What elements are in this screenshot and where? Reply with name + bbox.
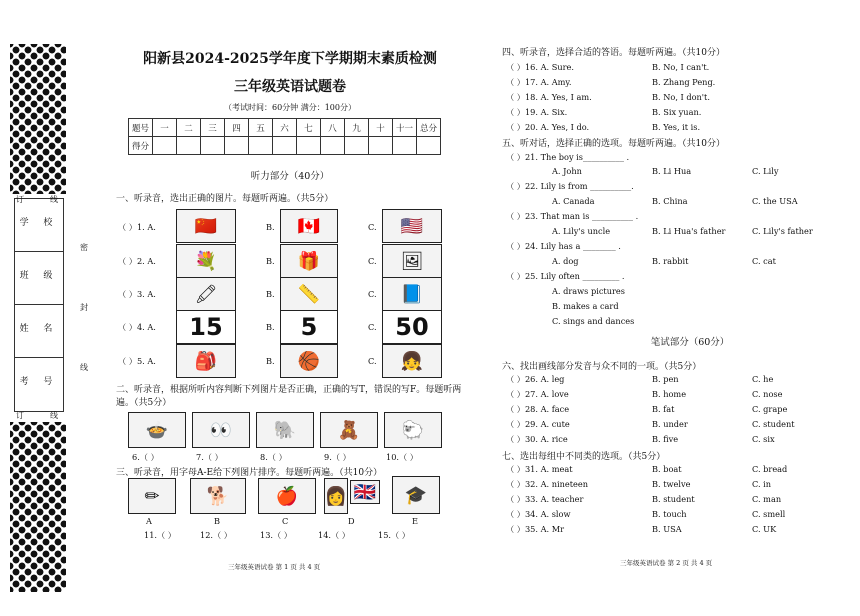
q7-option-c: C. smell [752, 509, 786, 519]
eyes-picture[interactable]: 👀 [192, 412, 250, 448]
binding-mark: 订 [16, 411, 24, 420]
q6-item: （ ）29. A. cute [506, 419, 570, 429]
letter-e: E [412, 516, 418, 526]
q4-option-b: B. Yes, it is. [652, 122, 701, 132]
q6-option-c: C. nose [752, 389, 783, 399]
uk-flag-picture[interactable]: 🇬🇧 [350, 480, 380, 504]
bowl-picture[interactable]: 🍲 [128, 412, 186, 448]
q5-stem: （ ）22. Lily is from __________. [506, 181, 634, 191]
q5-option-b: B. makes a card [552, 301, 619, 311]
sheep-picture[interactable]: 🐑 [384, 412, 442, 448]
q7-option-b: B. boat [652, 464, 682, 474]
binding-mark: 封 [80, 303, 88, 312]
q6-item: （ ）28. A. face [506, 404, 570, 414]
picture-frame-icon[interactable]: 🖼 [382, 244, 442, 278]
q7-option-c: C. bread [752, 464, 788, 474]
q5-stem: （ ）23. That man is __________ . [506, 211, 639, 221]
q4-item: （ ）16. A. Sure. [506, 62, 574, 72]
option-c-label: C. [368, 256, 377, 266]
binding-field: 学 校 [15, 199, 63, 252]
q6-item: （ ）30. A. rice [506, 434, 568, 444]
option-c-label: C. [368, 356, 377, 366]
graduation-cap-picture[interactable]: 🎓 [392, 476, 440, 514]
basketball-icon[interactable]: 🏀 [280, 344, 338, 378]
q4-option-b: B. No, I don't. [652, 92, 710, 102]
q1-item-2: （ ）2. A. [118, 256, 156, 266]
exam-title: 阳新县2024-2025学年度下学期期末素质检测 [143, 51, 437, 67]
q2-blank[interactable]: 7.（ ） [196, 452, 223, 462]
q6-instruction: 六、找出画线部分发音与众不同的一项。（共5分） [502, 362, 702, 372]
q5-option-b: B. rabbit [652, 256, 689, 266]
q4-instruction: 四、听录音，选择合适的答语。每题听两遍。（共10分） [502, 48, 725, 58]
q2-instruction: 二、听录音，根据所听内容判断下列图片是否正确，正确的写T，错误的写F。每题听两遍。（共5分） [116, 385, 462, 408]
letter-d: D [348, 516, 355, 526]
q6-option-b: B. pen [652, 374, 679, 384]
toys-picture[interactable]: 🧸 [320, 412, 378, 448]
q5-option-a: A. Canada [552, 196, 595, 206]
q5-option-c: C. Lily [752, 166, 779, 176]
q5-option-b: B. Li Hua's father [652, 226, 726, 236]
book-icon[interactable]: 📘 [382, 277, 442, 311]
binding-field: 姓 名 [15, 305, 63, 358]
q5-option-a: A. draws pictures [552, 286, 625, 296]
binding-mark: 线 [50, 195, 58, 204]
canada-flag-icon[interactable]: 🇨🇦 [280, 209, 338, 243]
q5-stem: （ ）25. Lily often _________ . [506, 271, 625, 281]
number-fifteen-picture[interactable]: 15 [176, 310, 236, 344]
dog-picture[interactable]: 🐕 [190, 478, 246, 514]
q6-item: （ ）27. A. love [506, 389, 569, 399]
score-table [128, 118, 441, 155]
q4-item: （ ）20. A. Yes, I do. [506, 122, 590, 132]
q1-item-1: （ ）1. A. [118, 222, 156, 232]
q3-instruction: 三、听录音，用字母A-E给下列图片排序。每题听两遍。（共10分） [116, 468, 383, 478]
q4-option-b: B. No, I can't. [652, 62, 710, 72]
q7-option-c: C. man [752, 494, 782, 504]
q6-item: （ ）26. A. leg [506, 374, 565, 384]
q3-blank[interactable]: 15.（ ） [378, 530, 410, 540]
q6-option-b: B. five [652, 434, 679, 444]
q5-option-a: A. Lily's uncle [552, 226, 611, 236]
dot-pattern-bottom [10, 422, 66, 592]
binding-field: 班 级 [15, 252, 63, 305]
flowers-card-icon[interactable]: 💐 [176, 244, 236, 278]
q4-item: （ ）17. A. Amy. [506, 77, 572, 87]
q7-item: （ ）35. A. Mr [506, 524, 565, 534]
option-b-label: B. [266, 256, 275, 266]
woman-portrait-picture[interactable]: 👩 [324, 478, 348, 514]
q7-option-b: B. USA [652, 524, 682, 534]
girl-icon[interactable]: 👧 [382, 344, 442, 378]
q3-blank[interactable]: 14.（ ） [318, 530, 350, 540]
q6-option-b: B. under [652, 419, 688, 429]
letter-b: B [214, 516, 221, 526]
ruler-icon[interactable]: 📏 [280, 277, 338, 311]
q7-item: （ ）33. A. teacher [506, 494, 584, 504]
score-table-score-row: 得分 [129, 137, 441, 155]
option-b-label: B. [266, 289, 275, 299]
q5-option-c: C. Lily's father [752, 226, 813, 236]
binding-mark: 线 [50, 411, 58, 420]
q6-option-c: C. student [752, 419, 795, 429]
option-c-label: C. [368, 222, 377, 232]
q7-option-b: B. student [652, 494, 695, 504]
q5-option-c: C. sings and dances [552, 316, 635, 326]
score-table-header-row: 题号 一 二 三 四 五 六 七 八 九 十 十一 总分 [129, 119, 441, 137]
exam-subtitle: 三年级英语试题卷 [234, 79, 346, 95]
q6-option-c: C. six [752, 434, 775, 444]
q7-option-c: C. in [752, 479, 772, 489]
q2-blank[interactable]: 10.（ ） [386, 452, 418, 462]
q5-option-b: B. China [652, 196, 688, 206]
q2-blank[interactable]: 6.（ ） [132, 452, 159, 462]
crayon-icon[interactable]: 🖍 [176, 277, 236, 311]
page-footer-left: 三年级英语试卷 第 1 页 共 4 页 [228, 563, 321, 571]
q3-blank[interactable]: 12.（ ） [200, 530, 232, 540]
gift-box-icon[interactable]: 🎁 [280, 244, 338, 278]
elephant-picture[interactable]: 🐘 [256, 412, 314, 448]
dot-pattern-top [10, 44, 66, 194]
q7-item: （ ）34. A. slow [506, 509, 571, 519]
q7-option-b: B. twelve [652, 479, 691, 489]
q1-item-3: （ ）3. A. [118, 289, 156, 299]
binding-field: 考 号 [19, 377, 59, 387]
q4-item: （ ）19. A. Six. [506, 107, 568, 117]
q6-option-c: C. grape [752, 404, 788, 414]
option-b-label: B. [266, 356, 275, 366]
number-five-picture[interactable]: 5 [280, 310, 338, 344]
option-b-label: B. [266, 322, 275, 332]
binding-info-box [14, 198, 64, 412]
option-b-label: B. [266, 222, 275, 232]
q7-option-c: C. UK [752, 524, 777, 534]
number-fifty-picture[interactable]: 50 [382, 310, 442, 344]
q5-option-c: C. the USA [752, 196, 798, 206]
q4-option-b: B. Zhang Peng. [652, 77, 716, 87]
q4-option-b: B. Six yuan. [652, 107, 702, 117]
exam-meta: （考试时间：60分钟 满分：100分） [224, 103, 356, 112]
fruits-picture[interactable]: 🍎 [258, 478, 316, 514]
q1-item-4: （ ）4. A. [118, 322, 156, 332]
schoolbag-icon[interactable]: 🎒 [176, 344, 236, 378]
q1-instruction: 一、听录音，选出正确的图片。每题听两遍。（共5分） [116, 194, 334, 204]
usa-flag-icon[interactable]: 🇺🇸 [382, 209, 442, 243]
binding-mark: 密 [80, 243, 88, 252]
binding-mark: 线 [80, 363, 88, 372]
china-flag-icon[interactable]: 🇨🇳 [176, 209, 236, 243]
letter-c: C [282, 516, 289, 526]
q7-item: （ ）32. A. nineteen [506, 479, 588, 489]
q5-option-b: B. Li Hua [652, 166, 692, 176]
page-footer-right: 三年级英语试卷 第 2 页 共 4 页 [620, 559, 713, 567]
q5-option-c: C. cat [752, 256, 776, 266]
q5-option-a: A. John [552, 166, 582, 176]
written-heading: 笔试部分（60分） [650, 337, 730, 348]
q1-item-5: （ ）5. A. [118, 356, 156, 366]
q6-option-b: B. fat [652, 404, 675, 414]
binding-mark: 订 [16, 195, 24, 204]
q5-option-a: A. dog [552, 256, 579, 266]
q5-instruction: 五、听对话，选择正确的选项。每题听两遍。（共10分） [502, 139, 725, 149]
q2-blank[interactable]: 8.（ ） [260, 452, 287, 462]
q6-option-c: C. he [752, 374, 774, 384]
q7-item: （ ）31. A. meat [506, 464, 573, 474]
listening-heading: 听力部分（40分） [250, 171, 330, 182]
q6-option-b: B. home [652, 389, 687, 399]
q7-instruction: 七、选出每组中不同类的选项。（共5分） [502, 452, 666, 462]
letter-a: A [146, 516, 152, 526]
pencils-picture[interactable]: ✏ [128, 478, 176, 514]
option-c-label: C. [368, 322, 377, 332]
q5-stem: （ ）21. The boy is__________ . [506, 152, 630, 162]
q3-blank[interactable]: 13.（ ） [260, 530, 292, 540]
q7-option-b: B. touch [652, 509, 687, 519]
q2-blank[interactable]: 9.（ ） [324, 452, 351, 462]
q5-stem: （ ）24. Lily has a ________ . [506, 241, 621, 251]
option-c-label: C. [368, 289, 377, 299]
q3-blank[interactable]: 11.（ ） [144, 530, 176, 540]
q4-item: （ ）18. A. Yes, I am. [506, 92, 592, 102]
